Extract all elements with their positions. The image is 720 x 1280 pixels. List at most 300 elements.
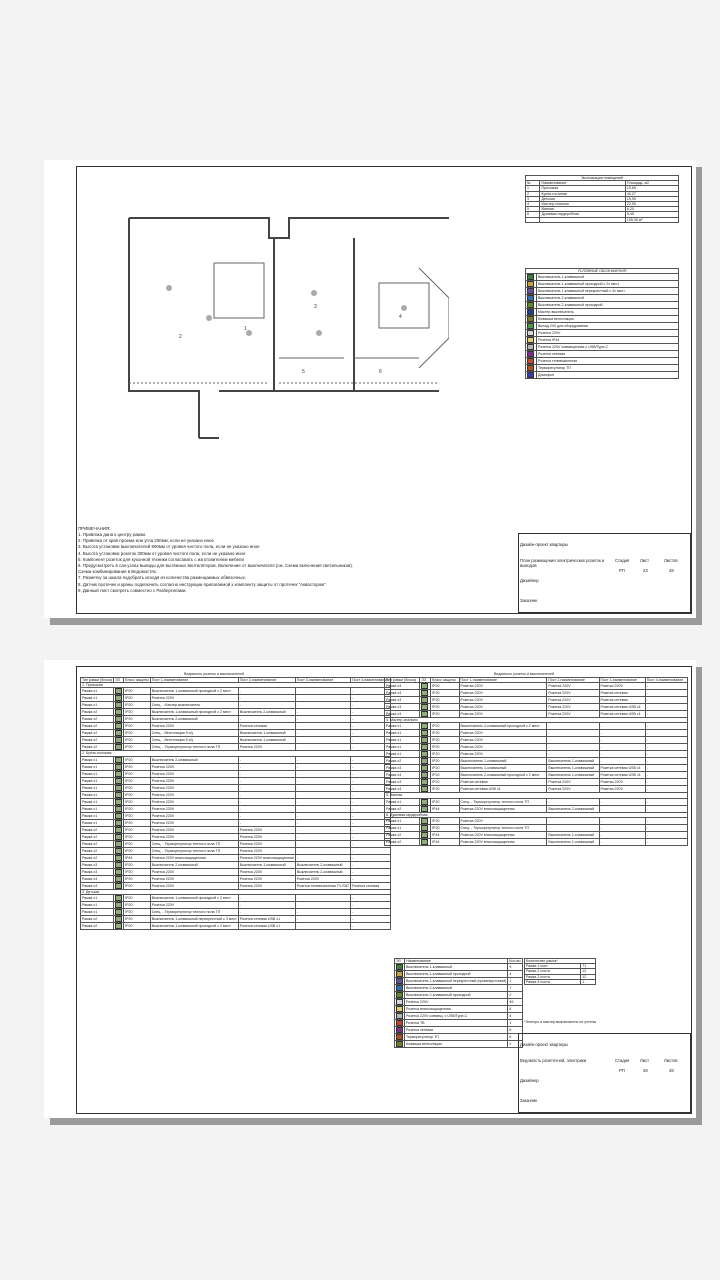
schedule-row (385, 786, 688, 793)
schedule-cell: - (295, 702, 350, 709)
schedule-cell: - (351, 695, 391, 702)
frame-type-cell: Рамка х1 (81, 798, 114, 805)
symbol-cell (420, 737, 431, 744)
schedule-cell: - (645, 786, 687, 793)
summary-count: 5 (508, 1027, 522, 1034)
legend-row (526, 288, 679, 295)
schedule-cell: - (351, 688, 391, 695)
summary-swatch-icon (396, 1020, 403, 1026)
explication-header-name: Наименование (540, 181, 625, 186)
schedule-cell: Розетка 220V (459, 817, 547, 824)
frame-type-cell: Рамка х2 (385, 758, 420, 765)
schedule-header-cell: Класс защиты (125, 678, 149, 682)
schedule-cell: - (238, 756, 295, 763)
symbol-cell (114, 702, 124, 709)
schedule-cell: Розетка 220V (150, 805, 238, 812)
frame-symbol-icon (115, 771, 122, 777)
frame-symbol-icon (115, 730, 122, 736)
legend-symbol-cell (526, 351, 537, 358)
note-line: 1. Привязка дана к центру рамки. (78, 532, 147, 537)
stamp-sheet-header: Лист (640, 558, 650, 563)
schedule-cell: - (295, 901, 350, 908)
frame-symbol-icon (421, 730, 428, 736)
schedule-row (385, 824, 688, 831)
note-line: 7. Разметку за шкала подобрать исходя из количества размещаемых обвязочных. (78, 575, 247, 581)
schedule-cell: Выключатель 1-клавишный (547, 831, 599, 838)
frame-symbol-icon (115, 855, 122, 861)
schedule-cell: IP20 (124, 894, 151, 901)
note-line: 3. Высота установки выключателей 900мм от уровня чистого пола, если не указано иное (78, 544, 260, 550)
summary-row (395, 1006, 523, 1013)
frame-symbol-icon (421, 765, 428, 771)
stamp-sheets: 48 (669, 1068, 674, 1073)
schedule-cell: Выключатель 1-клавишный (459, 758, 547, 765)
frame-symbol-icon (115, 709, 122, 715)
schedule-cell: Розетка 220V (150, 784, 238, 791)
symbol-cell (114, 730, 124, 737)
legend-symbol-cell (526, 288, 537, 295)
schedule-cell: IP20 (431, 711, 459, 718)
frame-type-cell: Рамка х3 (385, 786, 420, 793)
schedule-cell: - (351, 819, 391, 826)
schedule-cell: Розетка сетевая USB х1 (459, 786, 547, 793)
symbol-cell (114, 901, 124, 908)
explication-cell: 6 (526, 212, 540, 217)
schedule-cell: - (599, 824, 645, 831)
schedule-cell: - (547, 737, 599, 744)
stamp-sheets-header: Листов (664, 558, 678, 563)
summary-symbol-cell (395, 1027, 405, 1034)
symbol-cell (114, 695, 124, 702)
schedule-cell: - (295, 833, 350, 840)
summary-symbol-cell (395, 985, 405, 992)
schedule-cell: - (645, 744, 687, 751)
schedule-cell: Выключатель 1-клавишный проходной с 2 мест (150, 688, 238, 695)
schedule-row (385, 831, 688, 838)
stamp-stage-header: Стадия (615, 1058, 630, 1063)
summary-count: 7 (508, 985, 522, 992)
frame-symbol-icon (115, 862, 122, 868)
frame-symbol-icon (115, 723, 122, 729)
schedule-cell: - (645, 817, 687, 824)
schedule-cell: Розетка 220V (150, 812, 238, 819)
frame-symbol-icon (115, 757, 122, 763)
schedule-cell: Розетка 220V (150, 791, 238, 798)
symbol-cell (420, 817, 431, 824)
schedule-cell: IP20 (124, 819, 151, 826)
summary-symbol-cell (395, 1020, 405, 1027)
frame-type-cell: Рамка х1 (81, 791, 114, 798)
frame-symbol-icon (115, 792, 122, 798)
schedule-cell: Спец. - Вентиляция 5 с/у (150, 737, 238, 744)
schedule-cell: - (351, 709, 391, 716)
schedule-row (81, 695, 391, 702)
schedule-row (81, 805, 391, 812)
schedule-cell: Розетка 220V (547, 683, 599, 690)
schedule-cell: - (295, 812, 350, 819)
legend-label: Домофон (537, 372, 679, 379)
symbol-cell (420, 779, 431, 786)
frame-type-cell: Рамка х3 (81, 868, 114, 875)
legend-label: Выключатель 2-клавишный (537, 295, 679, 302)
schedule-cell: - (351, 922, 391, 929)
schedule-cell: IP20 (124, 763, 151, 770)
summary-name: Клавиша вентиляции (405, 1041, 508, 1048)
explication-cell: 4 (526, 202, 540, 207)
note-line: 8. Датчик протечек и краны подключить согласно инструкции прилагаемой к комплекту защиты от протечек "Аквасторож" (78, 581, 326, 587)
note-line: 2. Привязка от края проема или угла 200мм, если не указано иное (78, 538, 214, 544)
schedule-cell: Розетка 220V (150, 777, 238, 784)
schedule-cell: - (295, 791, 350, 798)
frame-symbol-icon (115, 876, 122, 882)
schedule-cell: IP44 (431, 838, 459, 845)
frame-type-cell: Рамка х1 (385, 730, 420, 737)
schedule-cell: - (238, 901, 295, 908)
schedule-cell: - (645, 824, 687, 831)
schedule-header-cell: Пост 1-наименование (150, 678, 238, 683)
explication-cell: 3 (526, 196, 540, 201)
schedule-row (81, 854, 391, 861)
schedule-cell: - (645, 772, 687, 779)
legend-symbol-cell (526, 372, 537, 379)
explication-cell: Кухня-гостиная (540, 191, 625, 196)
frame-symbol-icon (115, 744, 122, 750)
summary-count: 49 (508, 999, 522, 1006)
schedule-section-title: 2. Кухня-гостиная (81, 751, 391, 756)
explication-cell: 5 (526, 207, 540, 212)
summary-name: Выключатель 2-клавишный (405, 985, 508, 992)
schedule-cell: Выключатель 1-клавишный перекрестный с 3 мест (151, 916, 237, 921)
schedule-cell: - (351, 716, 391, 723)
schedule-header-cell: Пост 4-наименование (645, 678, 687, 683)
summary-swatch-icon (396, 1027, 403, 1033)
schedule-cell: Розетка 220V (150, 868, 238, 875)
schedule-row (385, 751, 688, 758)
frame-type-cell: Рамка х2 (385, 805, 420, 812)
schedule-cell: - (645, 751, 687, 758)
schedule-cell: - (547, 730, 599, 737)
frame-type-cell: Рамка х1 (385, 798, 420, 805)
frames-count: 12 (581, 974, 596, 979)
schedule-cell: - (295, 777, 350, 784)
legend-swatch-icon (527, 351, 534, 357)
schedule-row (81, 840, 391, 847)
explication-cell: 1 (526, 186, 540, 191)
schedule-cell: Выключатель 1-клавишный проходной с 2 мест (150, 894, 238, 901)
legend-swatch-icon (527, 323, 534, 329)
schedule-cell: - (238, 777, 295, 784)
frame-type-cell: Рамка х3 (385, 711, 420, 718)
schedule-cell: - (238, 688, 295, 695)
frame-symbol-icon (421, 683, 428, 689)
schedule-cell: Розетка 220V влагозащищенная (239, 855, 294, 860)
schedule-cell: IP20 (124, 791, 151, 798)
schedule-cell: - (295, 915, 350, 922)
symbol-cell (420, 824, 431, 831)
schedule-cell: IP20 (431, 824, 459, 831)
symbol-cell (114, 840, 124, 847)
explication-cell: 10,65 (625, 186, 678, 191)
schedule-cell: - (295, 826, 350, 833)
legend-title: УСЛОВНЫЕ ОБОЗНАЧЕНИЯ (526, 269, 679, 274)
frame-symbol-icon (115, 764, 122, 770)
symbol-cell (420, 772, 431, 779)
schedule-cell: - (547, 723, 599, 730)
schedule-cell: Выключатель 2-клавишный (295, 861, 350, 868)
schedule-cell: Розетка 220V (150, 770, 238, 777)
schedule-cell: - (351, 915, 391, 922)
schedule-cell: - (645, 690, 687, 697)
schedule-cell: Выключатель 2-клавишный (150, 756, 238, 763)
schedule-cell: - (351, 723, 391, 730)
schedule-cell: Розетка сетевая (599, 690, 645, 697)
symbol-cell (114, 894, 124, 901)
schedule-cell: Розетка сетевая USB х1 (599, 711, 645, 718)
frame-symbol-icon (115, 848, 122, 854)
legend-symbol-cell (526, 344, 537, 351)
schedule-header-cell: Тип рамки (блока) (82, 678, 113, 682)
schedule-cell: Розетка 220V влагозащищенная (459, 838, 547, 845)
room-marker-6: 6 (379, 369, 382, 375)
summary-count: 2 (508, 992, 522, 999)
schedule-cell: IP20 (431, 737, 459, 744)
schedule-cell: - (599, 838, 645, 845)
schedule-cell: Спец. - Терморегулятор теплого пола ТП (150, 908, 238, 915)
note-line: 6. Предусмотреть 6 сан.узлах выводы для вытяжных вентиляторов. Включение от выключателя (см. Схема включения светильников). (78, 563, 354, 568)
summary-symbol-cell (395, 1013, 405, 1020)
schedule-cell: Розетка 220V (599, 683, 645, 690)
frame-type-cell: Рамка х2 (385, 831, 420, 838)
schedule-cell: Розетка 220V (459, 737, 547, 744)
legend-symbol-cell (526, 281, 537, 288)
legend-label: Мастер-выключатель (537, 309, 679, 316)
frames-count-table (524, 958, 596, 985)
schedule-cell: - (351, 744, 391, 751)
frame-symbol-icon (115, 820, 122, 826)
schedule-row (81, 791, 391, 798)
schedule-header-cell: Пост 1-наименование (459, 678, 547, 683)
schedule-row (385, 704, 688, 711)
schedule-cell: IP20 (124, 812, 151, 819)
schedule-row (81, 847, 391, 854)
frame-type-cell: Рамка х3 (81, 861, 114, 868)
frame-type-cell: Рамка х2 (81, 915, 114, 922)
frame-type-cell: Рамка х2 (81, 730, 114, 737)
symbol-cell (114, 805, 124, 812)
frame-symbol-icon (421, 737, 428, 743)
schedule-cell: - (238, 770, 295, 777)
frame-symbol-icon (421, 744, 428, 750)
schedule-cell: IP20 (431, 730, 459, 737)
legend-symbol-cell (526, 316, 537, 323)
legend-label: Терморегулятор ТП (537, 365, 679, 372)
schedule-cell: - (295, 922, 350, 929)
schedule-cell: - (645, 765, 687, 772)
schedule-cell: Выключатель 1-клавишный проходной с 2 мест (150, 709, 238, 716)
drawing-sheet-schedule (44, 660, 696, 1118)
symbol-cell (420, 683, 431, 690)
schedule-cell: - (645, 730, 687, 737)
stamp-sheet-header: Лист (640, 1058, 650, 1063)
frame-symbol-icon (421, 758, 428, 764)
symbol-cell (420, 805, 431, 812)
schedule-row (385, 765, 688, 772)
summary-swatch-icon (396, 1034, 403, 1040)
schedule-cell: Розетка 220V влагозащищенная (150, 854, 238, 861)
schedule-cell: Розетка 220V (459, 730, 547, 737)
schedule-title-left: Ведомость розеток и выключателей (184, 672, 245, 676)
symbol-cell (420, 723, 431, 730)
legend-row (526, 281, 679, 288)
schedule-cell: - (645, 723, 687, 730)
schedule-cell: - (645, 779, 687, 786)
legend-label: Розетка телевизионная (537, 358, 679, 365)
legend-swatch-icon (527, 372, 534, 378)
symbol-cell (114, 868, 124, 875)
stamp-sheet: 23 (643, 568, 648, 573)
schedule-cell: - (645, 831, 687, 838)
schedule-header-cell: Тип рамки (блока) (385, 678, 420, 683)
summary-row (395, 1020, 523, 1027)
symbol-cell (114, 777, 124, 784)
schedule-cell: - (351, 756, 391, 763)
legend-swatch-icon (527, 316, 534, 322)
schedule-cell: Розетка сетевая USB х1 (599, 704, 645, 711)
stamp-designer: Дизайнер (520, 578, 539, 583)
frame-type-cell: Рамка х2 (81, 922, 114, 929)
summary-name: Выключатель 1-клавишный (405, 964, 508, 971)
schedule-row (385, 744, 688, 751)
symbol-cell (420, 798, 431, 805)
frame-symbol-icon (115, 909, 122, 915)
frame-type-cell: Рамка х1 (81, 812, 114, 819)
legend-row (526, 344, 679, 351)
legend-symbol-cell (526, 337, 537, 344)
schedule-row (81, 882, 391, 889)
summary-row (395, 964, 523, 971)
schedule-cell: IP20 (431, 697, 459, 704)
schedule-cell: Выключатель 1-клавишный (238, 861, 295, 868)
explication-cell: 6,20 (625, 207, 678, 212)
frame-symbol-icon (115, 883, 122, 889)
schedule-cell: IP20 (124, 901, 151, 908)
schedule-cell: Выключатель 1-клавишный (547, 772, 599, 779)
schedule-cell: IP20 (124, 805, 151, 812)
frame-symbol-icon (421, 772, 428, 778)
symbol-cell (420, 744, 431, 751)
frames-label: Рамка 2 поста (525, 969, 581, 974)
schedule-cell: Выключатель 2-клавишный (547, 805, 599, 812)
stamp-designer: Дизайнер (520, 1078, 539, 1083)
legend-swatch-icon (527, 358, 534, 364)
legend-swatch-icon (527, 330, 534, 336)
summary-row (395, 1034, 523, 1041)
frame-symbol-icon (421, 697, 428, 703)
frame-type-cell: Рамка х2 (81, 723, 114, 730)
frame-symbol-icon (115, 799, 122, 805)
symbol-cell (420, 751, 431, 758)
schedule-row (81, 812, 391, 819)
schedule-cell: - (547, 798, 599, 805)
schedule-cell: - (547, 751, 599, 758)
legend-table (525, 268, 679, 379)
schedule-cell: Выключатель 1-клавишный (459, 765, 547, 772)
summary-row (395, 978, 523, 985)
schedule-cell: - (238, 805, 295, 812)
frame-symbol-icon (115, 737, 122, 743)
schedule-header-cell: Пост 2-наименование (238, 678, 295, 683)
schedule-cell: - (238, 798, 295, 805)
summary-name: Выключатель 1-клавишный проходной (405, 971, 508, 978)
symbol-cell (420, 838, 431, 845)
room-marker-3: 3 (314, 304, 317, 310)
schedule-cell: IP20 (124, 908, 151, 915)
schedule-row (81, 915, 391, 922)
legend-symbol-cell (526, 365, 537, 372)
schedule-cell: Розетка 220V (150, 826, 238, 833)
frame-type-cell: Рамка х3 (385, 779, 420, 786)
frame-type-cell: Рамка х1 (81, 784, 114, 791)
legend-row (526, 316, 679, 323)
schedule-cell: IP20 (431, 744, 459, 751)
schedule-row (81, 908, 391, 915)
schedule-cell: - (599, 805, 645, 812)
schedule-row (81, 922, 391, 929)
schedule-cell: Розетка 220V (150, 763, 238, 770)
schedule-section-title: 5. Ванная (385, 793, 688, 798)
frame-type-cell: Рамка х1 (81, 688, 114, 695)
frame-type-cell: Рамка х3 (385, 765, 420, 772)
schedule-cell: - (599, 737, 645, 744)
summary-symbol-cell (395, 978, 405, 985)
schedule-cell: IP20 (124, 688, 151, 695)
frame-type-cell: Рамка х1 (81, 777, 114, 784)
summary-symbol-cell (395, 964, 405, 971)
schedule-cell: Розетка 220V (150, 875, 238, 882)
explication-header-area: Площадь, м2 (625, 181, 678, 186)
summary-name: Розетка влагозащищенная (405, 1006, 508, 1013)
symbol-cell (114, 861, 124, 868)
schedule-row (81, 826, 391, 833)
note-line: Схема комбинирования в Ведомостях. (78, 569, 158, 575)
schedule-cell: IP20 (124, 695, 151, 702)
symbol-cell (114, 847, 124, 854)
schedule-cell: - (295, 798, 350, 805)
note-line: 5. Компонент розеток для кухонной техники согласовать с изготовителем мебели (78, 556, 244, 562)
schedule-cell: Розетка 220V (599, 779, 645, 786)
frame-type-cell: Рамка х1 (385, 723, 420, 730)
frame-type-cell: Рамка х2 (385, 838, 420, 845)
schedule-cell: Розетка 220V влагозащищенная (459, 805, 547, 812)
stamp-sheets: 48 (669, 568, 674, 573)
frame-type-cell: Рамка х1 (81, 901, 114, 908)
summary-swatch-icon (396, 999, 403, 1005)
legend-symbol-cell (526, 323, 537, 330)
schedule-cell: Розетка телевизионная TV-SAT (296, 883, 350, 888)
schedule-cell: Выключатель 2-клавишный проходной с 2 мест (459, 772, 547, 779)
schedule-row (81, 730, 391, 737)
frame-symbol-icon (115, 827, 122, 833)
schedule-cell: - (238, 695, 295, 702)
explication-cell: Мастер-спальня (540, 202, 625, 207)
stamp-sheets-header: Листов (664, 1058, 678, 1063)
summary-swatch-icon (396, 985, 403, 991)
frame-symbol-icon (115, 778, 122, 784)
legend-row (526, 337, 679, 344)
schedule-cell: IP20 (431, 690, 459, 697)
schedule-cell: - (295, 854, 350, 861)
schedule-cell: - (295, 730, 350, 737)
